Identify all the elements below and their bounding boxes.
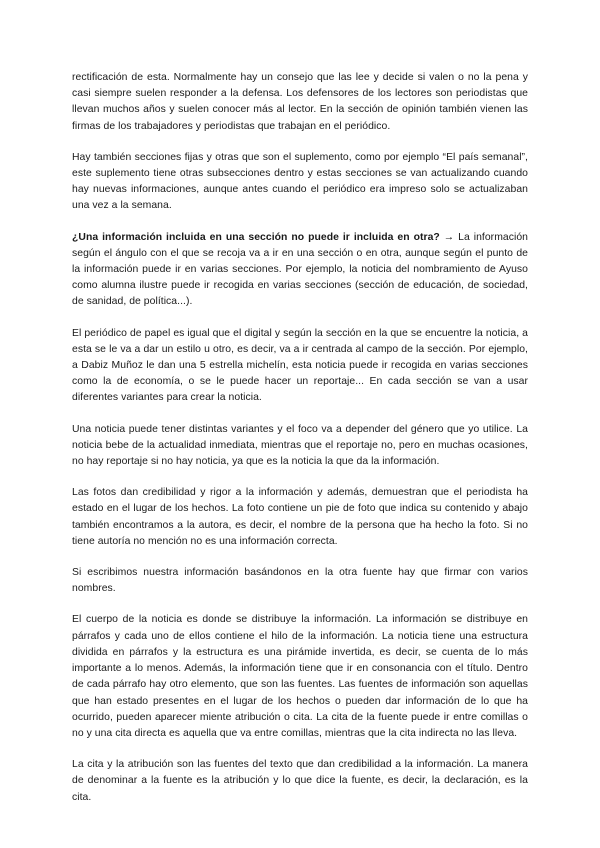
paragraph-cuerpo-noticia: El cuerpo de la noticia es donde se distribuye la información. La información se distribuye en párrafos y cada uno de ellos contiene el hilo de la información. La noticia tiene una estructura dividida en párrafos y la estructura es una pirámide invertida, es decir, se cuenta de lo más importante a lo menos. Además, la información tiene que ir en consonancia con el título. Dentro de cada párrafo hay otro elemento, que son las fuentes. Las fuentes de información son aquellas que han estado presentes en el lugar de los hechos o pueden dar información de lo que ha ocurrido, pueden aparecer miente atribución o cita. La cita de la fuente puede ir entre comillas o no y una cita directa es aquella que va entre comillas, mientras que la cita indirecta no las lleva. [72,614,528,739]
question-heading: ¿Una información incluida en una sección no puede ir incluida en otra? [72,231,440,243]
question-answer: → La información según el ángulo con el que se recoja va a ir en una sección o en otra, aunque según el punto de la información puede ir en varias secciones. Por ejemplo, la noticia del nombramiento de Ayuso como alumna ilustre puede ir recogida en varias secciones (sección de educación, de sociedad, de sanidad, de política...). [72,231,528,308]
paragraph-secciones-fijas: Hay también secciones fijas y otras que son el suplemento, como por ejemplo “El país semanal”, este suplemento tiene otras subsecciones dentro y estas secciones se van actualizando cuando hay nuevas informaciones, aunque antes cuando el periódico era impreso solo se actualizaban una vez a la semana. [72,151,528,212]
paragraph-variantes: Una noticia puede tener distintas variantes y el foco va a depender del género que yo utilice. La noticia bebe de la actualidad inmediata, mientras que el reportaje no, pero en muchas ocasiones, no hay reportaje si no hay noticia, ya que es la noticia la que da la información. [72,423,528,468]
paragraph-pregunta-secciones [72,230,528,311]
paragraph-fotos: Las fotos dan credibilidad y rigor a la información y además, demuestran que el periodista ha estado en el lugar de los hechos. La foto contiene un pie de foto que indica su contenido y abajo también encontramos a la autora, es decir, el nombre de la persona que ha hecho la foto. Si no tiene autoría no mención no es una información correcta. [72,487,528,547]
paragraph-firmar: Si escribimos nuestra información basándonos en la otra fuente hay que firmar con varios nombres. [72,567,528,595]
paragraph-periodico-papel: El periódico de papel es igual que el digital y según la sección en la que se encuentre la noticia, a esta se le va a dar un estilo u otro, es decir, va a ir centrada al campo de la sección. Por ejemplo, a Dabiz Muñoz le dan una 5 estrella michelín, esta noticia puede ir recogida en varias secciones como la de economía, o se le puede hacer un reportaje... En cada sección se van a usar diferentes variantes para crear la noticia. [72,327,528,404]
paragraph-rectificacion: rectificación de esta. Normalmente hay un consejo que las lee y decide si valen o no la pena y casi siempre suelen responder a la defensa. Los defensores de los lectores son periodistas que llevan muchos años y suelen conocer más al lector. En la sección de opinión también vienen las firmas de los trabajadores y periodistas que trabajan en el periódico. [72,72,528,132]
paragraph-cita-atribucion: La cita y la atribución son las fuentes del texto que dan credibilidad a la información. La manera de denominar a la fuente es la atribución y lo que dice la fuente, es decir, la declaración, es la cita. [72,759,528,803]
